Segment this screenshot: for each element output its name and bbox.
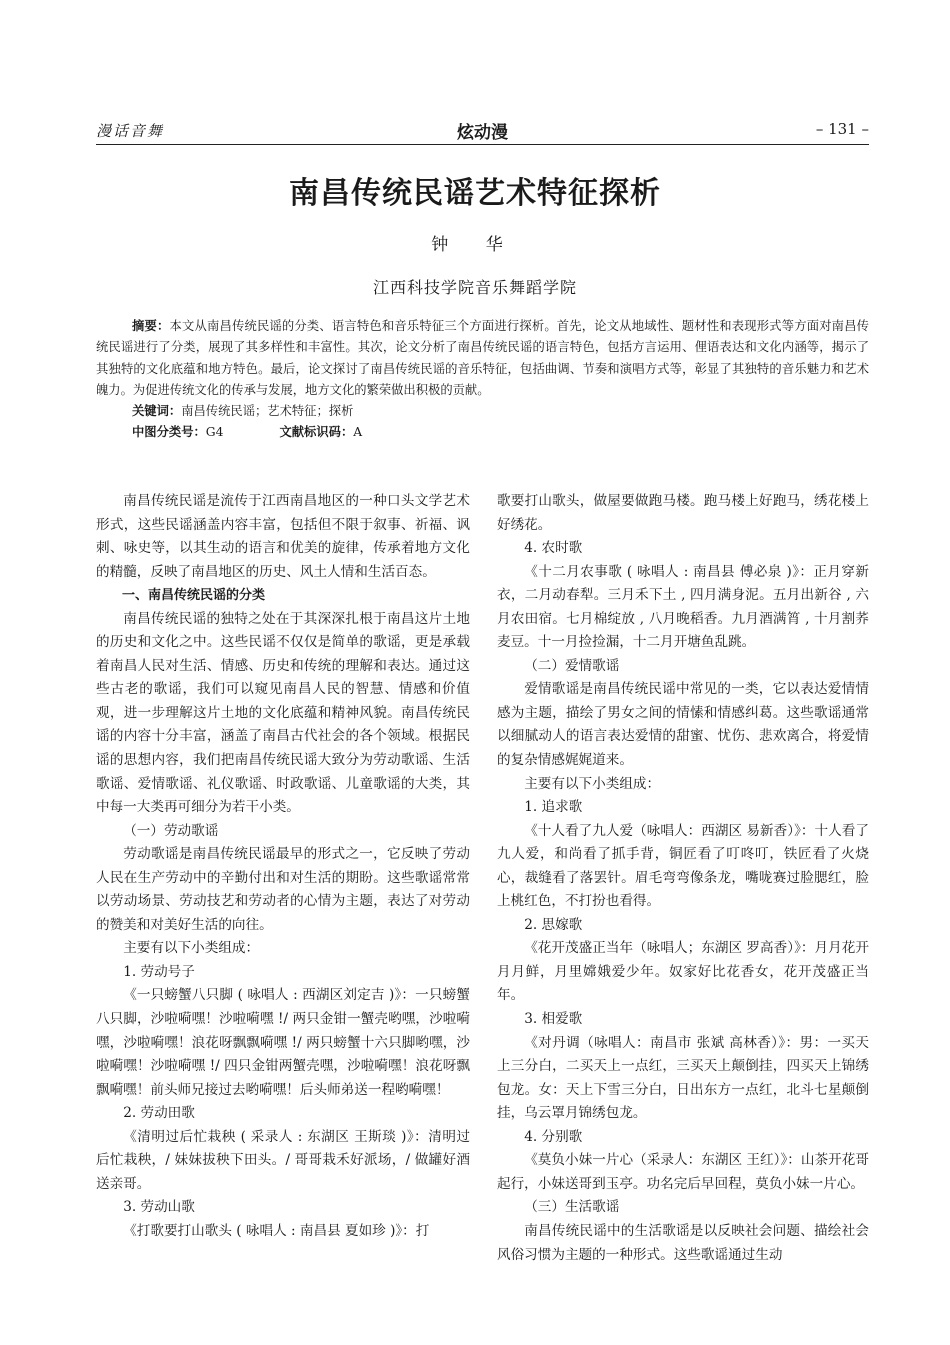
paper-title: 南昌传统民谣艺术特征探析 [289,176,661,211]
song-example: 《十二月农事歌 ( 咏唱人 : 南昌县 傅必泉 )》：正月穿新衣，二月动春犁。三月禾下土 , 四月满身泥。五月出新谷 , 六月农田宿。七月棉绽放 , 八月晚稻香。九月酒满筲 , 十月割荞麦豆。十一月捡捡漏，十二月开塘鱼乱跳。 [497,563,869,651]
subcategory-heading: 2. 劳动田歌 [123,1105,195,1122]
song-example: 《一只螃蟹八只脚 ( 咏唱人 : 西湖区刘定吉 )》：一只螃蟹八只脚，沙啦嗬嘿！沙啦嗬嘿 !/ 两只金钳一蟹壳哟嘿，沙啦嗬嘿，沙啦嗬嘿！浪花呀飘飘嗬嘿 !/ 两只螃蟹十六只脚哟嘿，沙啦嗬嘿！沙啦嗬嘿 !/ 四只金钳两蟹壳嘿，沙啦嗬嘿！浪花呀飘飘嗬嘿！前头师兄接过去哟嗬嘿！后头师弟送一程哟嗬嘿！ [96,987,470,1098]
header-journal-name: 炫动漫 [457,123,508,143]
abstract-text: 本文从南昌传统民谣的分类、语言特色和音乐特征三个方面进行探析。首先，论文从地域性、题材性和表现形式等方面对南昌传统民谣进行了分类，展现了其多样性和丰富性。其次，论文分析了南昌传统民谣的语言特色，包括方言运用、俚语表达和文化内涵等，揭示了其独特的文化底蕴和地方特色。最后，论文探讨了南昌传统民谣的音乐特征，包括曲调、节奏和演唱方式等，彰显了其独特的音乐魅力和艺术魄力。为促进传统文化的传承与发展，地方文化的繁荣做出积极的贡献。 [96,319,869,397]
intro-paragraph: 南昌传统民谣是流传于江西南昌地区的一种口头文学艺术形式，这些民谣涵盖内容丰富，包括但不限于叙事、祈福、讽刺、咏史等，以其生动的语言和优美的旋律，传承着地方文化的精髓，反映了南昌地区的历史、风土人情和生活百态。 [96,493,470,580]
right-column [497,490,869,1267]
subcategory-heading: 3. 劳动山歌 [123,1199,195,1216]
song-example: 《花开茂盛正当年（咏唱人；东湖区 罗高香）》：月月花开月月鲜，月里嫦娥爱少年。奴家好比花香女，花开茂盛正当年。 [497,940,869,1004]
subcategory-heading: 4. 分别歌 [524,1128,583,1145]
section-heading-1: 一、南昌传统民谣的分类 [122,588,266,604]
body-paragraph: 南昌传统民谣的独特之处在于其深深扎根于南昌这片土地的历史和文化之中。这些民谣不仅仅是简单的歌谣，更是承载着南昌人民对生活、情感、历史和传统的理解和表达。通过这些古老的歌谣，我们可以窥见南昌人民的智慧、情感和价值观，进一步理解这片土地的文化底蕴和精神风貌。南昌传统民谣的内容十分丰富，涵盖了南昌古代社会的各个领域。根据民谣的思想内容，我们把南昌传统民谣大致分为劳动歌谣、生活歌谣、爱情歌谣、礼仪歌谣、时政歌谣、儿童歌谣的大类，其中每一大类再可细分为若干小类。 [96,610,470,816]
song-example: 《十人看了九人爱（咏唱人：西湖区 易新香）》：十人看了九人爱，和尚看了抓手背，铜匠看了叮咚叮，铁匠看了火烧心，裁缝看了落罢针。眉毛弯弯像条龙，嘴咙赛过脸腮红，脸上桃红色，不打扮也看得。 [497,822,869,910]
author-name: 钟 华 [431,235,519,255]
doc-code-label: 文献标识码： [279,425,354,440]
header-page-number: – 131 – [815,120,869,138]
doc-code-value: A [353,425,363,440]
keywords-label: 关键词： [132,404,182,419]
abstract-label: 摘要： [132,319,170,333]
body-paragraph: 爱情歌谣是南昌传统民谣中常见的一类，它以表达爱情情感为主题，描绘了男女之间的情愫和情感纠葛。这些歌谣通常以细腻动人的语言表达爱情的甜蜜、忧伤、悲欢离合，将爱情的复杂情感娓娓道来。 [497,681,869,769]
body-paragraph: 劳动歌谣是南昌传统民谣最早的形式之一，它反映了劳动人民在生产劳动中的辛勤付出和对生活的期盼。这些歌谣常常以劳动场景、劳动技艺和劳动者的心情为主题，表达了对劳动的赞美和对美好生活的向往。 [96,846,470,933]
song-example: 《清明过后忙栽秧 ( 采录人 : 东湖区 王斯琰 )》：清明过后忙栽秧，/ 妹妹拔秧下田头。/ 哥哥栽禾好派场，/ 做罐好酒送亲哥。 [96,1128,470,1192]
subsection-heading: （三）生活歌谣 [524,1199,620,1216]
subcategory-heading: 2. 思嫁歌 [524,916,583,933]
song-example: 《莫负小妹一片心（采录人：东湖区 王红）》：山茶开花哥起行，小妹送哥到玉亭。功名完后早回程，莫负小妹一片心。 [497,1152,869,1192]
continued-paragraph: 歌要打山歌头，做屋要做跑马楼。跑马楼上好跑马，绣花楼上好绣花。 [497,493,869,533]
subsection-heading: （二）爱情歌谣 [524,657,620,674]
clc-label: 中图分类号： [132,425,206,440]
body-paragraph: 南昌传统民谣中的生活歌谣是以反映社会问题、描绘社会风俗习惯为主题的一种形式。这些歌谣通过生动 [497,1222,869,1263]
body-paragraph: 主要有以下小类组成： [123,940,260,957]
classification-line [96,422,869,443]
abstract-paragraph [96,316,869,401]
subcategory-heading: 1. 追求歌 [524,799,583,816]
left-column [96,490,470,1244]
subsection-heading: （一）劳动歌谣 [123,822,219,839]
clc-value: G4 [205,425,224,440]
header-column-name: 漫话音舞 [96,122,165,140]
subcategory-heading: 3. 相爱歌 [524,1011,583,1028]
subcategory-heading: 1. 劳动号子 [123,963,195,980]
keywords-line [96,401,869,422]
keywords-text: 南昌传统民谣；艺术特征；探析 [181,404,354,419]
abstract-block [96,316,869,444]
song-example: 《打歌要打山歌头 ( 咏唱人 : 南昌县 夏如珍 )》：打 [123,1222,430,1239]
body-paragraph: 主要有以下小类组成： [524,775,661,792]
running-header [96,116,869,145]
subcategory-heading: 4. 农时歌 [524,540,583,557]
author-affiliation: 江西科技学院音乐舞蹈学院 [372,278,577,297]
song-example: 《对丹调（咏唱人：南昌市 张斌 高林香）》：男：一买天上三分白，二买天上一点红，三买天上颠倒挂，四买天上锦绣包龙。女：天上下雪三分白，日出东方一点红，北斗七星颠倒挂，乌云罩月锦绣包龙。 [497,1034,869,1122]
